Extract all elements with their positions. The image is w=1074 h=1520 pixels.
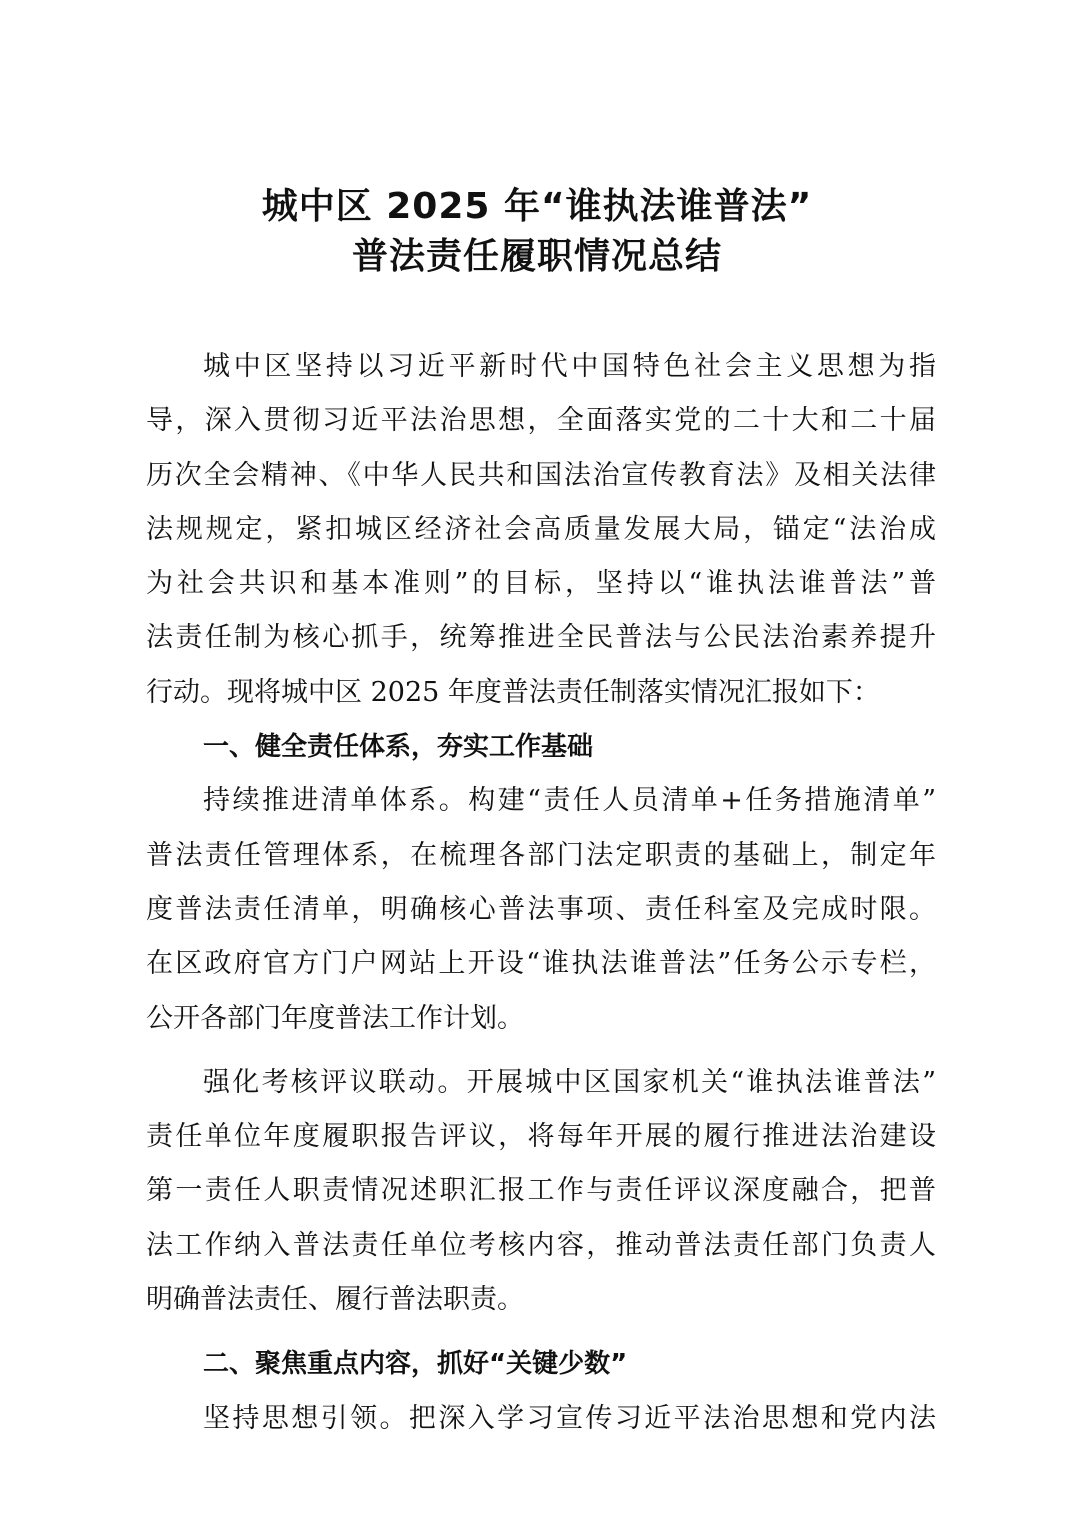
text-line: 在区政府官方门户网站上开设“谁执法谁普法”任务公示专栏， bbox=[146, 948, 936, 980]
text-line: 导，深入贯彻习近平法治思想，全面落实党的二十大和二十届 bbox=[146, 405, 936, 437]
text-line: 明确普法责任、履行普法职责。 bbox=[146, 1284, 524, 1316]
section1-paragraph-2 bbox=[146, 1056, 936, 1327]
section2-paragraph-1 bbox=[146, 1392, 936, 1446]
document-title bbox=[0, 182, 1074, 282]
text-line: 度普法责任清单，明确核心普法事项、责任科室及完成时限。 bbox=[146, 893, 936, 925]
text-line: 历次全会精神、《中华人民共和国法治宣传教育法》及相关法律 bbox=[146, 459, 936, 491]
text-line: 行动。现将城中区 2025 年度普法责任制落实情况汇报如下： bbox=[146, 676, 880, 708]
text-line: 法规规定，紧扣城区经济社会高质量发展大局，锚定“法治成 bbox=[146, 513, 936, 545]
text-line: 坚持思想引领。把深入学习宣传习近平法治思想和党内法 bbox=[203, 1402, 936, 1434]
text-line: 普法责任管理体系，在梳理各部门法定职责的基础上，制定年 bbox=[146, 839, 936, 871]
intro-paragraph bbox=[146, 340, 936, 720]
title-line-1: 城中区 2025 年“谁执法谁普法” bbox=[261, 186, 813, 227]
title-line-2: 普法责任履职情况总结 bbox=[351, 236, 722, 277]
text-line: 公开各部门年度普法工作计划。 bbox=[146, 1002, 524, 1034]
section1-paragraph-1 bbox=[146, 774, 936, 1045]
document-body bbox=[146, 340, 936, 1446]
text-line: 法工作纳入普法责任单位考核内容，推动普法责任部门负责人 bbox=[146, 1229, 936, 1261]
text-line: 第一责任人职责情况述职汇报工作与责任评议深度融合，把普 bbox=[146, 1175, 936, 1207]
section-heading-1: 一、健全责任体系，夯实工作基础 bbox=[203, 732, 594, 763]
text-line: 城中区坚持以习近平新时代中国特色社会主义思想为指 bbox=[203, 351, 936, 382]
text-line: 持续推进清单体系。构建“责任人员清单+任务措施清单” bbox=[203, 785, 936, 817]
text-line: 强化考核评议联动。开展城中区国家机关“谁执法谁普法” bbox=[203, 1066, 936, 1098]
text-line: 为社会共识和基本准则”的目标，坚持以“谁执法谁普法”普 bbox=[146, 568, 936, 600]
text-line: 法责任制为核心抓手，统筹推进全民普法与公民法治素养提升 bbox=[146, 622, 936, 654]
section-heading-2: 二、聚焦重点内容，抓好“关键少数” bbox=[203, 1349, 628, 1380]
text-line: 责任单位年度履职报告评议，将每年开展的履行推进法治建设 bbox=[146, 1121, 936, 1153]
